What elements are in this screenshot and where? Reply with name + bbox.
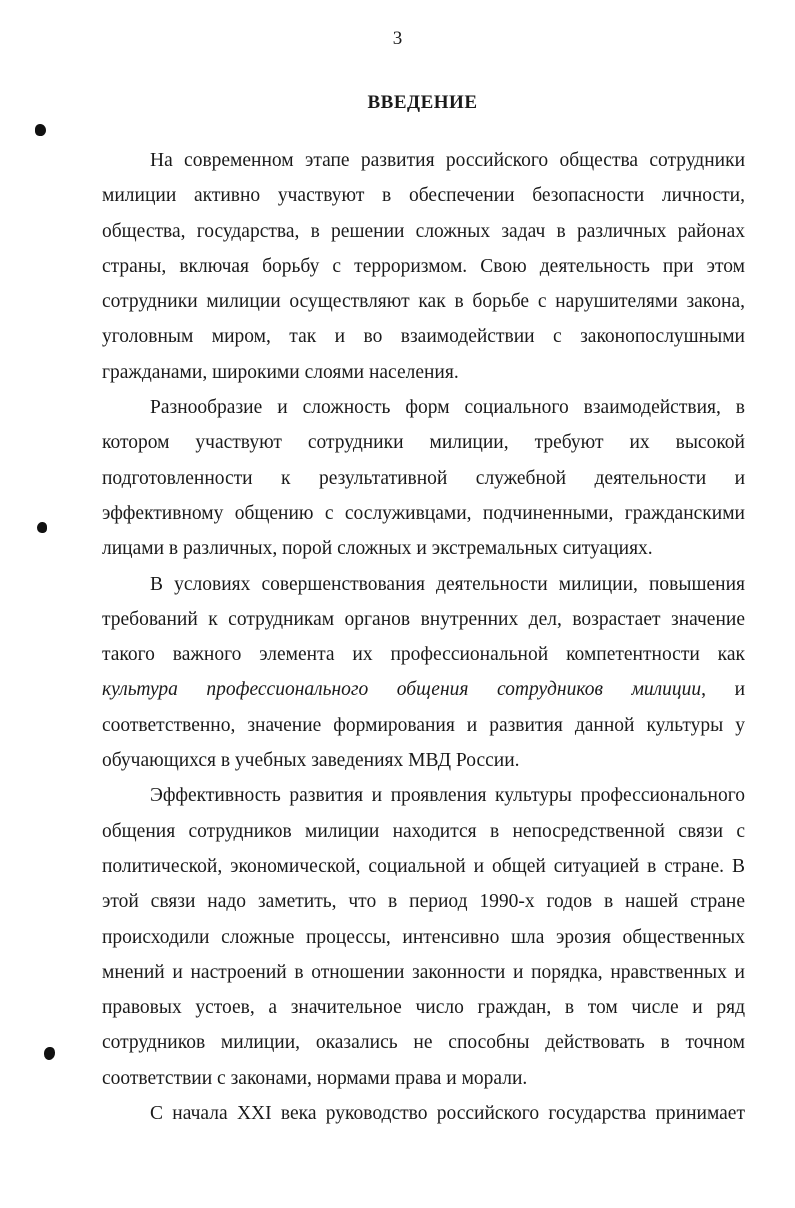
scan-speck [37, 522, 47, 533]
document-body [102, 143, 745, 1131]
emphasized-term: культура профессионального общения сотрудников милиции [102, 679, 702, 701]
paragraph: Разнообразие и сложность форм социального взаимодействия, в котором участвуют сотрудники милиции, требуют их высокой подготовленности к результативной служебной деятельности и эффективному общению с сослуживцами, подчиненными, гражданскими лицами в различных, порой сложных и экстремальных ситуациях. [102, 397, 745, 560]
scan-speck [35, 124, 46, 136]
paragraph: С начала XXI века руководство российского государства принимает [150, 1103, 745, 1125]
paragraph [102, 567, 745, 779]
paragraph-text: В условиях совершенствования деятельности милиции, повышения требований к сотрудникам органов внутренних дел, возрастает значение такого важного элемента их профессиональной компетентности как [102, 573, 745, 666]
paragraph-text: , и соответственно, значение формирования и развития данной культуры у обучающихся в учебных заведениях МВД России. [102, 679, 746, 772]
scan-speck [44, 1047, 55, 1060]
page-title: ВВЕДЕНИЕ [367, 92, 478, 113]
paragraph: На современном этапе развития российского общества сотрудники милиции активно участвуют в обеспечении безопасности личности, общества, государства, в решении сложных задач в различных районах страны, включая борьбу с терроризмом. Свою деятельность при этом сотрудники милиции осуществляют как в борьбе с нарушителями закона, уголовным миром, так и во взаимодействии с законопослушными гражданами, широкими слоями населения. [102, 150, 745, 383]
page-number: 3 [392, 28, 403, 49]
paragraph: Эффективность развития и проявления культуры профессионального общения сотрудников милиции находится в непосредственной связи с политической, экономической, социальной и общей ситуацией в стране. В этой связи надо заметить, что в период 1990-х годов в нашей стране происходили сложные процессы, интенсивно шла эрозия общественных мнений и настроений в отношении законности и порядка, нравственных и правовых устоев, а значительное число граждан, в том числе и ряд сотрудников милиции, оказались не способны действовать в точном соответствии с законами, нормами права и морали. [102, 785, 745, 1089]
